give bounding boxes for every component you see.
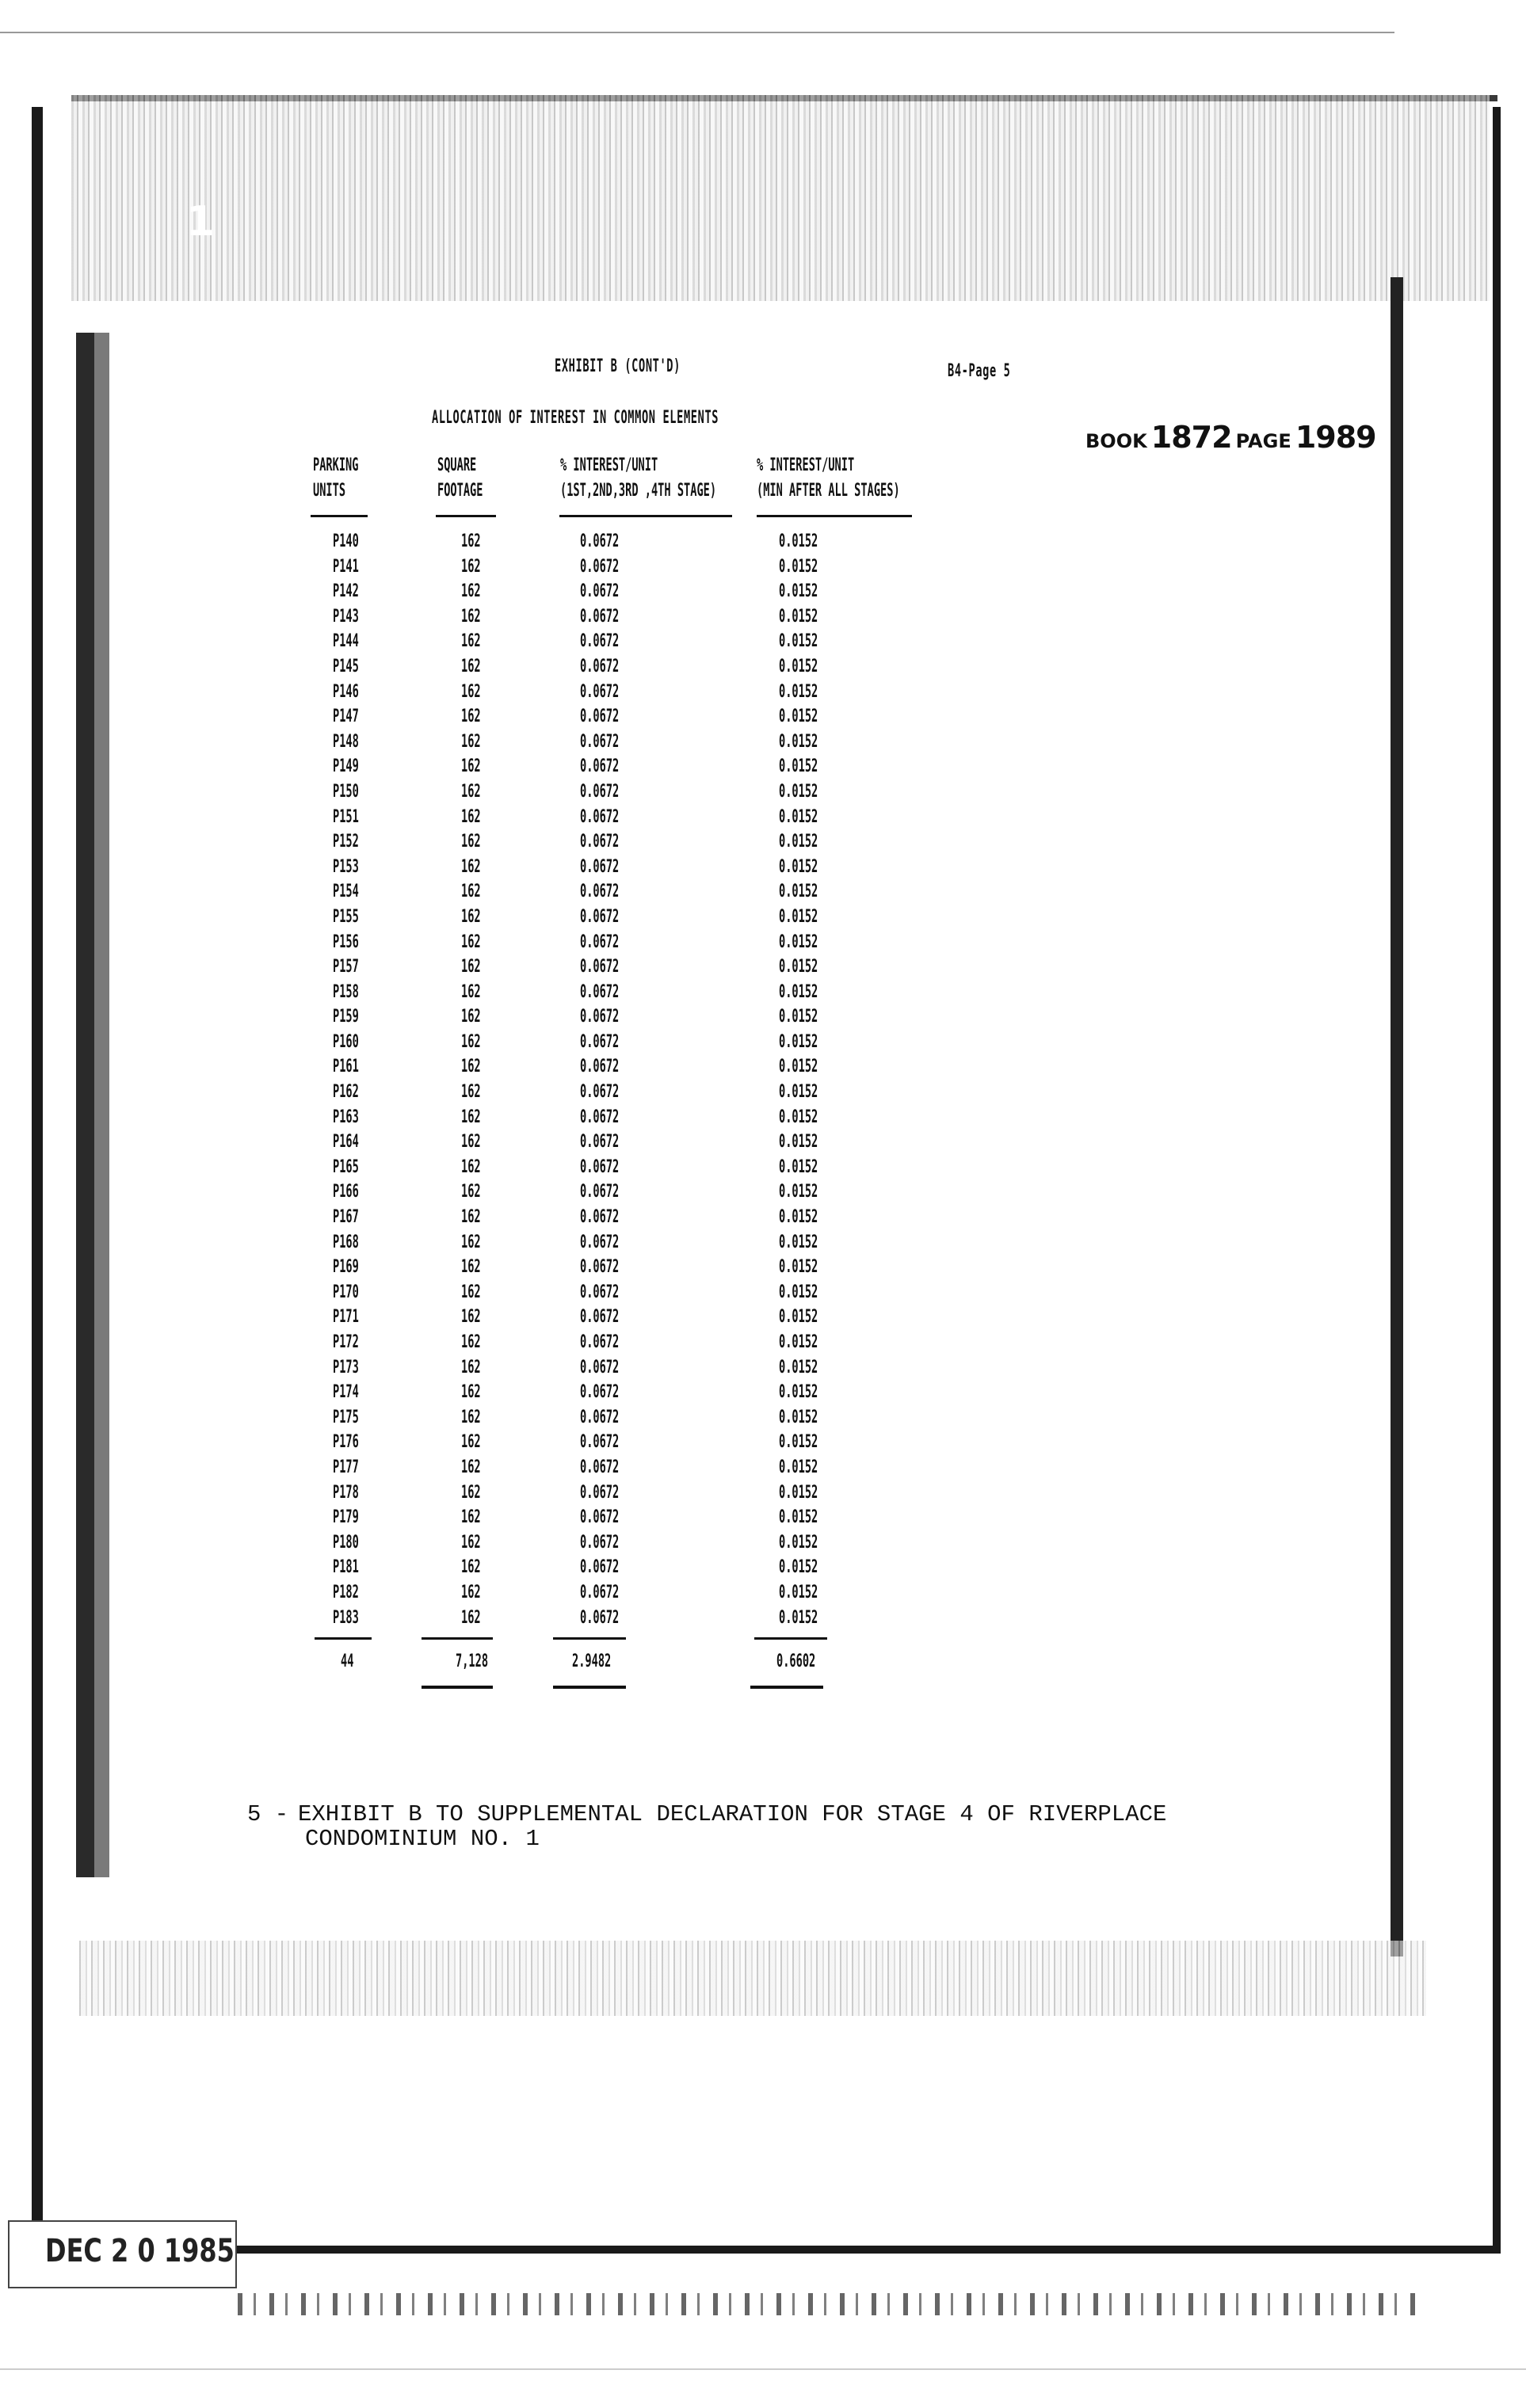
book-page-reference: [1085, 420, 1376, 455]
cell-parking-unit: P181: [333, 1557, 359, 1578]
total-rule: [422, 1637, 493, 1640]
scan-edge-line-bottom: [0, 2368, 1526, 2370]
cell-parking-unit: P143: [333, 606, 359, 627]
photocopy-noise-bottom-edge: [238, 2293, 1426, 2315]
cell-square-footage: 162: [461, 1307, 481, 1328]
cell-parking-unit: P148: [333, 731, 359, 752]
cell-interest-min: 0.0152: [779, 1007, 818, 1027]
cell-interest-stage: 0.0672: [580, 882, 620, 902]
cell-parking-unit: P149: [333, 756, 359, 777]
cell-square-footage: 162: [461, 556, 481, 577]
cell-parking-unit: P175: [333, 1407, 359, 1427]
total-rule: [315, 1637, 372, 1640]
cell-interest-min: 0.0152: [779, 1232, 818, 1252]
cell-interest-stage: 0.0672: [580, 1582, 620, 1602]
cell-interest-min: 0.0152: [779, 781, 818, 802]
cell-parking-unit: P146: [333, 681, 359, 702]
cell-square-footage: 162: [461, 1057, 481, 1077]
cell-square-footage: 162: [461, 1207, 481, 1228]
header-underline: [757, 515, 912, 517]
cell-square-footage: 162: [461, 806, 481, 827]
cell-interest-min: 0.0152: [779, 756, 818, 777]
table-row: [0, 1355, 1526, 1381]
table-row: [0, 554, 1526, 580]
cell-interest-stage: 0.0672: [580, 606, 620, 627]
cell-interest-stage: 0.0672: [580, 556, 620, 577]
cell-interest-stage: 0.0672: [580, 1557, 620, 1578]
footer-line-1: EXHIBIT B TO SUPPLEMENTAL DECLARATION FOR STAGE 4 OF RIVERPLACE: [298, 1801, 1167, 1827]
total-interest-min: 0.6602: [776, 1652, 816, 1671]
cell-interest-stage: 0.0672: [580, 1232, 620, 1252]
table-row: [0, 1405, 1526, 1431]
cell-parking-unit: P155: [333, 906, 359, 927]
cell-interest-stage: 0.0672: [580, 781, 620, 802]
table-row: [0, 1080, 1526, 1105]
cell-parking-unit: P164: [333, 1132, 359, 1153]
cell-square-footage: 162: [461, 1156, 481, 1177]
cell-square-footage: 162: [461, 1557, 481, 1578]
cell-interest-stage: 0.0672: [580, 1082, 620, 1103]
cell-interest-stage: 0.0672: [580, 1607, 620, 1628]
table-row: [0, 779, 1526, 805]
cell-interest-min: 0.0152: [779, 1307, 818, 1328]
cell-square-footage: 162: [461, 581, 481, 602]
cell-interest-stage: 0.0672: [580, 756, 620, 777]
scan-edge-line: [0, 32, 1394, 33]
cell-parking-unit: P182: [333, 1582, 359, 1602]
cell-parking-unit: P169: [333, 1257, 359, 1278]
cell-interest-min: 0.0152: [779, 1182, 818, 1202]
table-row: [0, 1255, 1526, 1280]
cell-square-footage: 162: [461, 1507, 481, 1528]
cell-interest-min: 0.0152: [779, 707, 818, 727]
cell-square-footage: 162: [461, 1607, 481, 1628]
table-row: [0, 1580, 1526, 1606]
table-row: [0, 954, 1526, 980]
double-rule: [750, 1686, 823, 1689]
cell-interest-stage: 0.0672: [580, 656, 620, 676]
cell-interest-stage: 0.0672: [580, 581, 620, 602]
cell-parking-unit: P154: [333, 882, 359, 902]
table-row: [0, 704, 1526, 730]
cell-square-footage: 162: [461, 856, 481, 877]
cell-interest-min: 0.0152: [779, 1357, 818, 1377]
cell-interest-min: 0.0152: [779, 1582, 818, 1602]
column-header-parking-units: PARKING UNITS: [313, 455, 359, 501]
cell-interest-min: 0.0152: [779, 1332, 818, 1352]
total-rule: [553, 1637, 626, 1640]
cell-square-footage: 162: [461, 832, 481, 852]
table-row: [0, 1555, 1526, 1580]
cell-interest-min: 0.0152: [779, 1282, 818, 1302]
column-header-square-footage: SQUARE FOOTAGE: [437, 455, 483, 501]
cell-interest-stage: 0.0672: [580, 1182, 620, 1202]
cell-parking-unit: P178: [333, 1482, 359, 1503]
column-header-interest-stage: % INTEREST/UNIT (1ST,2ND,3RD ,4TH STAGE): [560, 455, 717, 501]
cell-interest-stage: 0.0672: [580, 1031, 620, 1052]
cell-interest-stage: 0.0672: [580, 1432, 620, 1453]
cell-interest-stage: 0.0672: [580, 1132, 620, 1153]
cell-interest-stage: 0.0672: [580, 707, 620, 727]
cell-interest-min: 0.0152: [779, 1607, 818, 1628]
cell-interest-min: 0.0152: [779, 532, 818, 551]
cell-square-footage: 162: [461, 1182, 481, 1202]
cell-parking-unit: P171: [333, 1307, 359, 1328]
table-row: [0, 1330, 1526, 1355]
cell-parking-unit: P145: [333, 656, 359, 676]
cell-square-footage: 162: [461, 1107, 481, 1127]
cell-square-footage: 162: [461, 731, 481, 752]
cell-parking-unit: P157: [333, 957, 359, 977]
cell-interest-min: 0.0152: [779, 806, 818, 827]
cell-parking-unit: P163: [333, 1107, 359, 1127]
total-rule: [754, 1637, 827, 1640]
double-rule: [553, 1686, 626, 1689]
cell-interest-min: 0.0152: [779, 556, 818, 577]
cell-parking-unit: P150: [333, 781, 359, 802]
cell-square-footage: 162: [461, 1082, 481, 1103]
cell-square-footage: 162: [461, 1457, 481, 1477]
cell-interest-min: 0.0152: [779, 957, 818, 977]
cell-interest-min: 0.0152: [779, 656, 818, 676]
cell-square-footage: 162: [461, 1332, 481, 1352]
cell-parking-unit: P162: [333, 1082, 359, 1103]
cell-interest-stage: 0.0672: [580, 906, 620, 927]
page-label: PAGE: [1235, 430, 1291, 452]
cell-square-footage: 162: [461, 906, 481, 927]
cell-interest-stage: 0.0672: [580, 957, 620, 977]
cell-parking-unit: P180: [333, 1532, 359, 1553]
footer-number: 5 -: [247, 1801, 289, 1827]
cell-parking-unit: P151: [333, 806, 359, 827]
cell-interest-stage: 0.0672: [580, 1107, 620, 1127]
footer-line-2: CONDOMINIUM NO. 1: [305, 1826, 540, 1852]
book-label: BOOK: [1085, 430, 1147, 452]
cell-interest-min: 0.0152: [779, 1057, 818, 1077]
cell-parking-unit: P144: [333, 631, 359, 652]
cell-square-footage: 162: [461, 1007, 481, 1027]
cell-parking-unit: P140: [333, 532, 359, 551]
cell-interest-min: 0.0152: [779, 1156, 818, 1177]
table-row: [0, 730, 1526, 755]
table-row: [0, 529, 1526, 554]
cell-interest-min: 0.0152: [779, 1132, 818, 1153]
cell-square-footage: 162: [461, 1257, 481, 1278]
cell-interest-min: 0.0152: [779, 1432, 818, 1453]
cell-interest-stage: 0.0672: [580, 631, 620, 652]
book-page-number: 1989: [1295, 420, 1376, 455]
table-row: [0, 1004, 1526, 1030]
cell-square-footage: 162: [461, 1432, 481, 1453]
cell-square-footage: 162: [461, 1532, 481, 1553]
cell-parking-unit: P179: [333, 1507, 359, 1528]
cell-interest-min: 0.0152: [779, 731, 818, 752]
cell-interest-stage: 0.0672: [580, 1507, 620, 1528]
table-row: [0, 1480, 1526, 1506]
table-row: [0, 579, 1526, 604]
cell-interest-stage: 0.0672: [580, 932, 620, 952]
cell-interest-min: 0.0152: [779, 981, 818, 1002]
cell-interest-stage: 0.0672: [580, 1207, 620, 1228]
cell-parking-unit: P168: [333, 1232, 359, 1252]
cell-parking-unit: P170: [333, 1282, 359, 1302]
table-row: [0, 1305, 1526, 1330]
table-row: [0, 805, 1526, 830]
table-row: [0, 1430, 1526, 1455]
cell-interest-min: 0.0152: [779, 1482, 818, 1503]
cell-parking-unit: P183: [333, 1607, 359, 1628]
table-row: [0, 1054, 1526, 1080]
cell-square-footage: 162: [461, 882, 481, 902]
cell-square-footage: 162: [461, 781, 481, 802]
table-row: [0, 1205, 1526, 1230]
cell-interest-min: 0.0152: [779, 856, 818, 877]
table-row: [0, 1155, 1526, 1180]
cell-interest-min: 0.0152: [779, 906, 818, 927]
cell-square-footage: 162: [461, 1407, 481, 1427]
cell-interest-stage: 0.0672: [580, 1007, 620, 1027]
cell-square-footage: 162: [461, 1232, 481, 1252]
table-row: [0, 1179, 1526, 1205]
column-header-interest-min: % INTEREST/UNIT (MIN AFTER ALL STAGES): [757, 455, 900, 501]
cell-parking-unit: P165: [333, 1156, 359, 1177]
cell-parking-unit: P159: [333, 1007, 359, 1027]
cell-interest-min: 0.0152: [779, 631, 818, 652]
cell-square-footage: 162: [461, 606, 481, 627]
cell-parking-unit: P161: [333, 1057, 359, 1077]
cell-interest-min: 0.0152: [779, 681, 818, 702]
header-underline: [559, 515, 732, 517]
cell-interest-stage: 0.0672: [580, 1407, 620, 1427]
cell-interest-stage: 0.0672: [580, 532, 620, 551]
cell-parking-unit: P176: [333, 1432, 359, 1453]
table-body: [0, 529, 1526, 1630]
cell-square-footage: 162: [461, 1382, 481, 1403]
header-underline: [311, 515, 368, 517]
table-row: [0, 1455, 1526, 1480]
cell-interest-stage: 0.0672: [580, 856, 620, 877]
table-row: [0, 829, 1526, 855]
cell-square-footage: 162: [461, 756, 481, 777]
cell-square-footage: 162: [461, 1282, 481, 1302]
table-row: [0, 1606, 1526, 1631]
table-row: [0, 1505, 1526, 1530]
cell-interest-stage: 0.0672: [580, 981, 620, 1002]
cell-interest-min: 0.0152: [779, 1257, 818, 1278]
cell-square-footage: 162: [461, 981, 481, 1002]
table-title: ALLOCATION OF INTEREST IN COMMON ELEMENTS: [432, 408, 719, 428]
cell-interest-min: 0.0152: [779, 581, 818, 602]
cell-parking-unit: P166: [333, 1182, 359, 1202]
cell-interest-min: 0.0152: [779, 1382, 818, 1403]
table-row: [0, 905, 1526, 930]
table-row: [0, 680, 1526, 705]
date-stamp-text: DEC 2 0 1985: [45, 2233, 235, 2269]
table-row: [0, 629, 1526, 654]
table-row: [0, 1130, 1526, 1155]
cell-square-footage: 162: [461, 656, 481, 676]
cell-square-footage: 162: [461, 707, 481, 727]
table-row: [0, 980, 1526, 1005]
cell-interest-min: 0.0152: [779, 1407, 818, 1427]
header-underline: [436, 515, 496, 517]
cell-interest-min: 0.0152: [779, 1082, 818, 1103]
cell-interest-stage: 0.0672: [580, 1257, 620, 1278]
cell-interest-min: 0.0152: [779, 832, 818, 852]
cell-interest-stage: 0.0672: [580, 1482, 620, 1503]
table-row: [0, 654, 1526, 680]
cell-interest-min: 0.0152: [779, 932, 818, 952]
cell-parking-unit: P147: [333, 707, 359, 727]
table-row: [0, 1530, 1526, 1556]
double-rule: [422, 1686, 493, 1689]
cell-interest-min: 0.0152: [779, 1532, 818, 1553]
cell-interest-stage: 0.0672: [580, 832, 620, 852]
cell-square-footage: 162: [461, 1132, 481, 1153]
cell-parking-unit: P156: [333, 932, 359, 952]
corner-mark: 1: [186, 198, 216, 246]
total-units: 44: [341, 1652, 354, 1671]
table-row: [0, 754, 1526, 779]
table-row: [0, 879, 1526, 905]
table-row: [0, 1380, 1526, 1405]
cell-interest-min: 0.0152: [779, 1557, 818, 1578]
cell-square-footage: 162: [461, 631, 481, 652]
cell-parking-unit: P158: [333, 981, 359, 1002]
cell-parking-unit: P141: [333, 556, 359, 577]
cell-interest-min: 0.0152: [779, 1031, 818, 1052]
cell-square-footage: 162: [461, 957, 481, 977]
cell-interest-min: 0.0152: [779, 1507, 818, 1528]
cell-interest-stage: 0.0672: [580, 1307, 620, 1328]
page-number: B4-Page 5: [948, 361, 1011, 381]
total-interest-stage: 2.9482: [572, 1652, 612, 1671]
cell-interest-min: 0.0152: [779, 606, 818, 627]
cell-parking-unit: P152: [333, 832, 359, 852]
cell-interest-stage: 0.0672: [580, 806, 620, 827]
cell-square-footage: 162: [461, 1582, 481, 1602]
date-stamp: [8, 2220, 237, 2288]
table-row: [0, 1105, 1526, 1130]
total-square-footage: 7,128: [456, 1652, 489, 1671]
table-row: [0, 1030, 1526, 1055]
cell-square-footage: 162: [461, 1357, 481, 1377]
table-row: [0, 855, 1526, 880]
table-row: [0, 930, 1526, 955]
cell-interest-stage: 0.0672: [580, 1156, 620, 1177]
cell-interest-stage: 0.0672: [580, 1057, 620, 1077]
exhibit-title: EXHIBIT B (CONT'D): [555, 356, 681, 376]
cell-parking-unit: P177: [333, 1457, 359, 1477]
cell-interest-stage: 0.0672: [580, 1357, 620, 1377]
book-number: 1872: [1150, 420, 1232, 455]
cell-square-footage: 162: [461, 1031, 481, 1052]
cell-parking-unit: P173: [333, 1357, 359, 1377]
cell-interest-min: 0.0152: [779, 1457, 818, 1477]
cell-interest-stage: 0.0672: [580, 1532, 620, 1553]
cell-parking-unit: P142: [333, 581, 359, 602]
cell-square-footage: 162: [461, 932, 481, 952]
table-row: [0, 1230, 1526, 1255]
cell-parking-unit: P167: [333, 1207, 359, 1228]
table-row: [0, 604, 1526, 630]
cell-parking-unit: P153: [333, 856, 359, 877]
cell-parking-unit: P172: [333, 1332, 359, 1352]
cell-interest-min: 0.0152: [779, 1207, 818, 1228]
table-row: [0, 1280, 1526, 1305]
cell-interest-stage: 0.0672: [580, 1457, 620, 1477]
cell-interest-stage: 0.0672: [580, 681, 620, 702]
cell-interest-stage: 0.0672: [580, 1282, 620, 1302]
cell-interest-stage: 0.0672: [580, 1382, 620, 1403]
cell-parking-unit: P160: [333, 1031, 359, 1052]
cell-interest-stage: 0.0672: [580, 1332, 620, 1352]
photocopy-noise-bottom: [79, 1941, 1426, 2016]
cell-interest-min: 0.0152: [779, 882, 818, 902]
cell-square-footage: 162: [461, 532, 481, 551]
cell-square-footage: 162: [461, 1482, 481, 1503]
cell-square-footage: 162: [461, 681, 481, 702]
cell-interest-min: 0.0152: [779, 1107, 818, 1127]
footer-caption: [247, 1802, 1356, 1851]
cell-parking-unit: P174: [333, 1382, 359, 1403]
cell-interest-stage: 0.0672: [580, 731, 620, 752]
